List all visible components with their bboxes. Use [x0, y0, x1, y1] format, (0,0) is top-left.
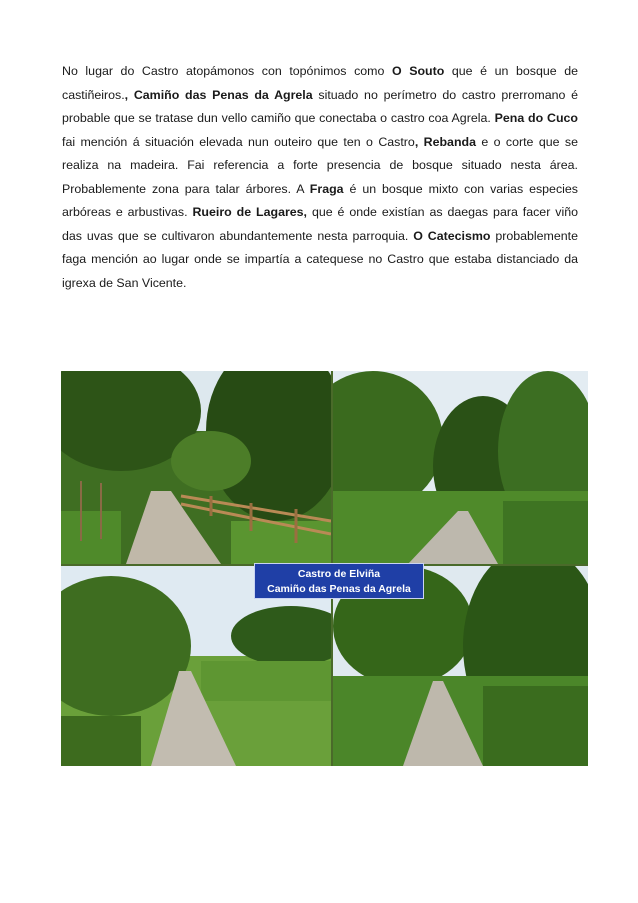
caption-title: Castro de Elviña	[297, 568, 381, 580]
photo-path-with-fence	[61, 371, 331, 564]
bold-toponym: O Catecismo	[413, 228, 491, 243]
caption-subtitle: Camiño das Penas da Agrela	[267, 583, 411, 595]
text-run: situado no perímetro do castro prerromano é probable que se tratase dun vello camiño que conectaba o castro coa Agrela.	[62, 87, 578, 125]
body-paragraph	[62, 60, 578, 295]
text-run: que é un bosque de castiñeiros.	[62, 64, 578, 102]
bold-toponym: , Rebanda	[414, 134, 476, 149]
figure-caption	[254, 563, 424, 599]
bold-toponym: Pena do Cuco	[494, 111, 578, 125]
text-run: que é onde existían as daegas para facer viño das uvas que se cultivaron abundantemente nesta parroquia.	[62, 205, 578, 243]
bold-toponym: O Souto	[391, 64, 445, 78]
text-run: fai mención á situación elevada nun outeiro que ten o Castro	[62, 134, 415, 149]
photo-collage	[61, 371, 588, 766]
text-run: probablemente faga mención ao lugar onde se impartía a catequese no Castro que estaba distanciado da igrexa de San Vicente.	[62, 228, 578, 290]
bold-toponym: Rueiro de Lagares,	[192, 205, 308, 219]
photo-path-hedge	[333, 371, 588, 564]
bold-toponym: , Camiño das Penas da Agrela	[124, 87, 313, 102]
text-run: No lugar do Castro atopámonos con topónimos como	[62, 64, 392, 78]
text-run: e o corte que se realiza na madeira. Fai referencia a forte presencia de bosque situado nesta área. Probablemente zona para talar árbores. A	[62, 134, 578, 196]
text-run: é un bosque mixto con varias especies arbóreas e arbustivas.	[62, 181, 578, 219]
bold-toponym: Fraga	[309, 181, 344, 196]
